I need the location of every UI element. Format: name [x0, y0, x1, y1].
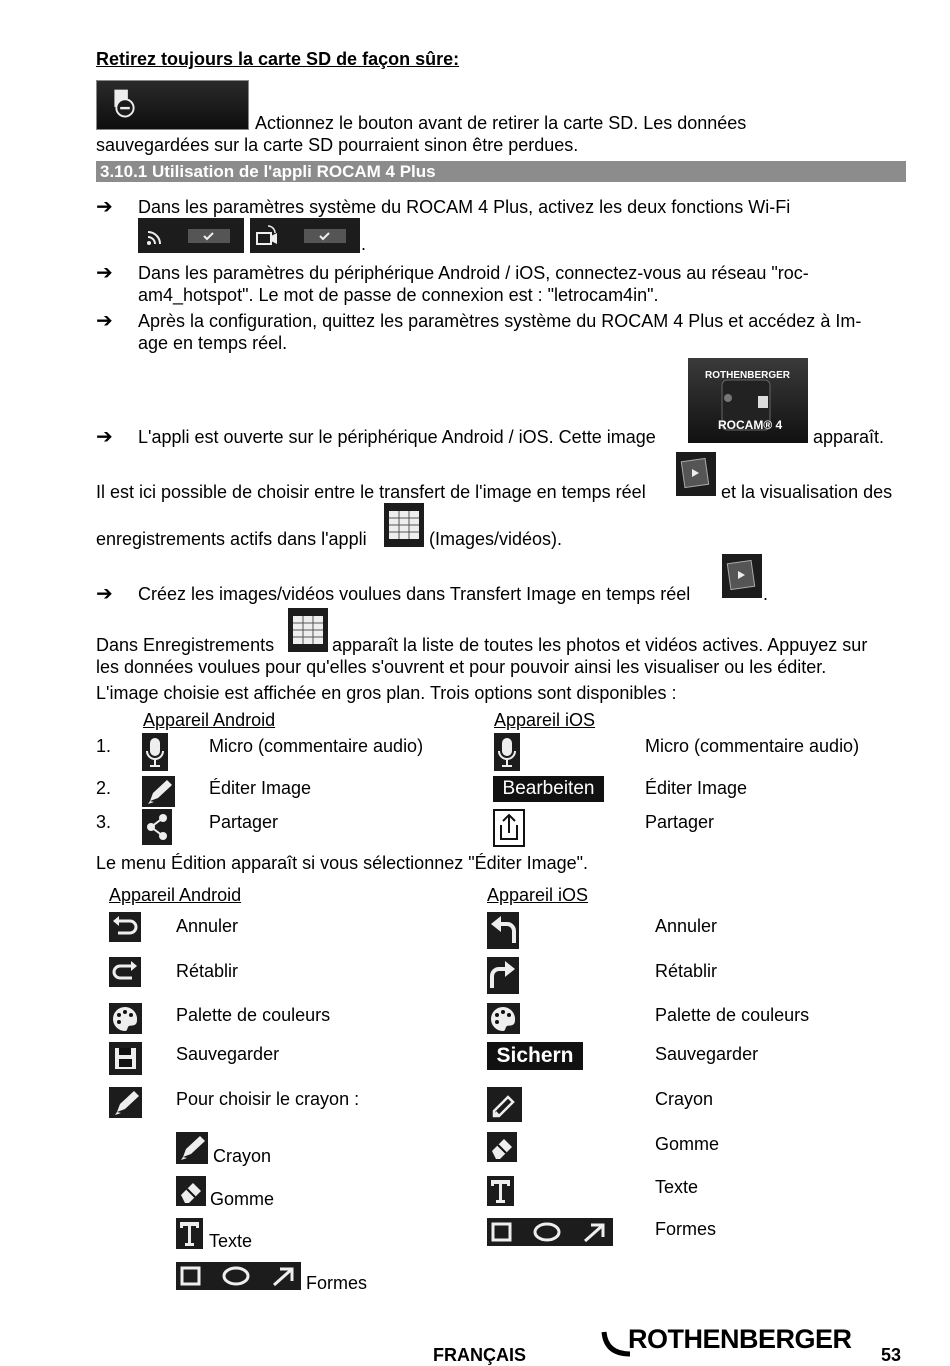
option-android-label: Partager [209, 812, 279, 832]
footer-brand: ROTHENBERGER [628, 1324, 852, 1354]
choice-line1-a: Il est ici possible de choisir entre le transfert de l'image en temps réel [96, 482, 646, 502]
option-android-label: Éditer Image [209, 778, 312, 798]
footer-language: FRANÇAIS [433, 1345, 526, 1365]
rothenberger-logo [600, 1322, 850, 1360]
edit-ios-label: Palette de couleurs [655, 1005, 810, 1025]
pencil-icon [109, 1087, 142, 1118]
arrow-icon: ➔ [96, 262, 113, 284]
option-android-label: Micro (commentaire audio) [209, 736, 424, 756]
create-text: Créez les images/vidéos voulues dans Transfert Image en temps réel [138, 584, 691, 604]
palette-icon [109, 1003, 142, 1034]
microphone-icon [142, 733, 168, 771]
share-icon [142, 809, 172, 845]
sd-eject-button-icon [96, 80, 249, 130]
live-image-icon [676, 452, 716, 496]
option-ios-label: Micro (commentaire audio) [645, 736, 860, 756]
edit-android-label: Rétablir [176, 961, 239, 981]
bearbeiten-button: Bearbeiten [493, 776, 604, 802]
records-line1-a: Dans Enregistrements [96, 635, 275, 655]
edit-android-heading: Appareil Android [109, 885, 242, 905]
page-number: 53 [881, 1345, 902, 1365]
undo-icon [109, 912, 141, 942]
records-line1-b: apparaît la liste de toutes les photos et vidéos actives. Appuyez sur [332, 635, 868, 655]
shapes-icon [176, 1262, 301, 1290]
shapes-icon [487, 1218, 613, 1246]
option-number: 1. [96, 736, 112, 756]
options-ios-heading: Appareil iOS [494, 710, 596, 730]
wifi-camera-toggle-icon [250, 218, 360, 253]
gallery-icon [288, 608, 328, 652]
option-ios-label: Éditer Image [645, 778, 748, 798]
choice-line2-b: (Images/vidéos). [429, 529, 563, 549]
records-line3: L'image choisie est affichée en gros plan. Trois options sont disponibles : [96, 683, 677, 703]
safe-remove-line2: sauvegardées sur la carte SD pourraient sinon être perdues. [96, 135, 579, 155]
create-end: . [763, 584, 769, 604]
gallery-icon [384, 503, 424, 547]
safe-remove-title: Retirez toujours la carte SD de façon sûre: [96, 49, 460, 69]
eraser-icon [487, 1132, 517, 1162]
option-number: 3. [96, 812, 112, 832]
ios-share-icon [493, 809, 525, 847]
step-1-end: . [361, 234, 367, 254]
step-2-line2: am4_hotspot". Le mot de passe de connexion est : "letrocam4in". [138, 285, 659, 305]
edit-android-label: Pour choisir le crayon : [176, 1089, 360, 1109]
text-tool-icon [176, 1218, 203, 1249]
edit-ios-label: Gomme [655, 1134, 720, 1154]
ios-undo-icon [487, 912, 519, 949]
pencil-icon [176, 1132, 208, 1164]
eraser-icon [176, 1176, 206, 1206]
arrow-icon: ➔ [96, 310, 113, 332]
choice-line2-a: enregistrements actifs dans l'appli [96, 529, 367, 549]
choice-line1-b: et la visualisation des [721, 482, 893, 502]
step-3-line1: Après la configuration, quittez les paramètres système du ROCAM 4 Plus et accédez à Im- [138, 311, 862, 331]
edit-android-sublabel: Formes [306, 1273, 368, 1293]
live-image-icon [722, 554, 762, 598]
splash-product: ROCAM® 4 [718, 418, 783, 432]
edit-android-label: Sauvegarder [176, 1044, 280, 1064]
rocam-app-splash-image [688, 358, 808, 443]
edit-menu-intro: Le menu Édition apparaît si vous sélectionnez "Éditer Image". [96, 853, 589, 873]
redo-icon [109, 957, 141, 987]
text-tool-icon [487, 1176, 514, 1206]
palette-icon [487, 1003, 520, 1034]
edit-android-label: Palette de couleurs [176, 1005, 331, 1025]
section-header: 3.10.1 Utilisation de l'appli ROCAM 4 Plus [96, 161, 906, 182]
step-4-text: L'appli est ouverte sur le périphérique Android / iOS. Cette image [138, 427, 656, 447]
splash-brand: ROTHENBERGER [705, 370, 791, 381]
step-2-line1: Dans les paramètres du périphérique Android / iOS, connectez-vous au réseau "roc- [138, 263, 809, 283]
edit-ios-label: Sauvegarder [655, 1044, 759, 1064]
arrow-icon: ➔ [96, 426, 113, 448]
sichern-button: Sichern [487, 1042, 583, 1070]
edit-ios-label: Texte [655, 1177, 699, 1197]
ios-pencil-icon [487, 1087, 522, 1122]
edit-android-sublabel: Crayon [213, 1146, 272, 1166]
arrow-icon: ➔ [96, 583, 113, 605]
edit-ios-label: Formes [655, 1219, 717, 1239]
safe-remove-line1: Actionnez le bouton avant de retirer la carte SD. Les données [255, 113, 747, 133]
edit-android-sublabel: Texte [209, 1231, 253, 1251]
edit-ios-heading: Appareil iOS [487, 885, 589, 905]
arrow-icon: ➔ [96, 196, 113, 218]
options-android-heading: Appareil Android [143, 710, 276, 730]
wifi-toggle-icon [138, 218, 244, 253]
step-1-text: Dans les paramètres système du ROCAM 4 Plus, activez les deux fonctions Wi-Fi [138, 197, 791, 217]
option-ios-label: Partager [645, 812, 715, 832]
option-number: 2. [96, 778, 112, 798]
save-icon [109, 1042, 142, 1075]
records-line2: les données voulues pour qu'elles s'ouvrent et pour pouvoir ainsi les visualiser ou les éditer. [96, 657, 827, 677]
edit-ios-label: Annuler [655, 916, 718, 936]
edit-ios-label: Rétablir [655, 961, 718, 981]
pencil-icon [142, 776, 175, 807]
edit-ios-label: Crayon [655, 1089, 714, 1109]
step-3-line2: age en temps réel. [138, 333, 288, 353]
microphone-icon [494, 733, 520, 771]
edit-android-label: Annuler [176, 916, 239, 936]
step-4-end: apparaît. [813, 427, 885, 447]
edit-android-sublabel: Gomme [210, 1189, 275, 1209]
ios-redo-icon [487, 957, 519, 994]
